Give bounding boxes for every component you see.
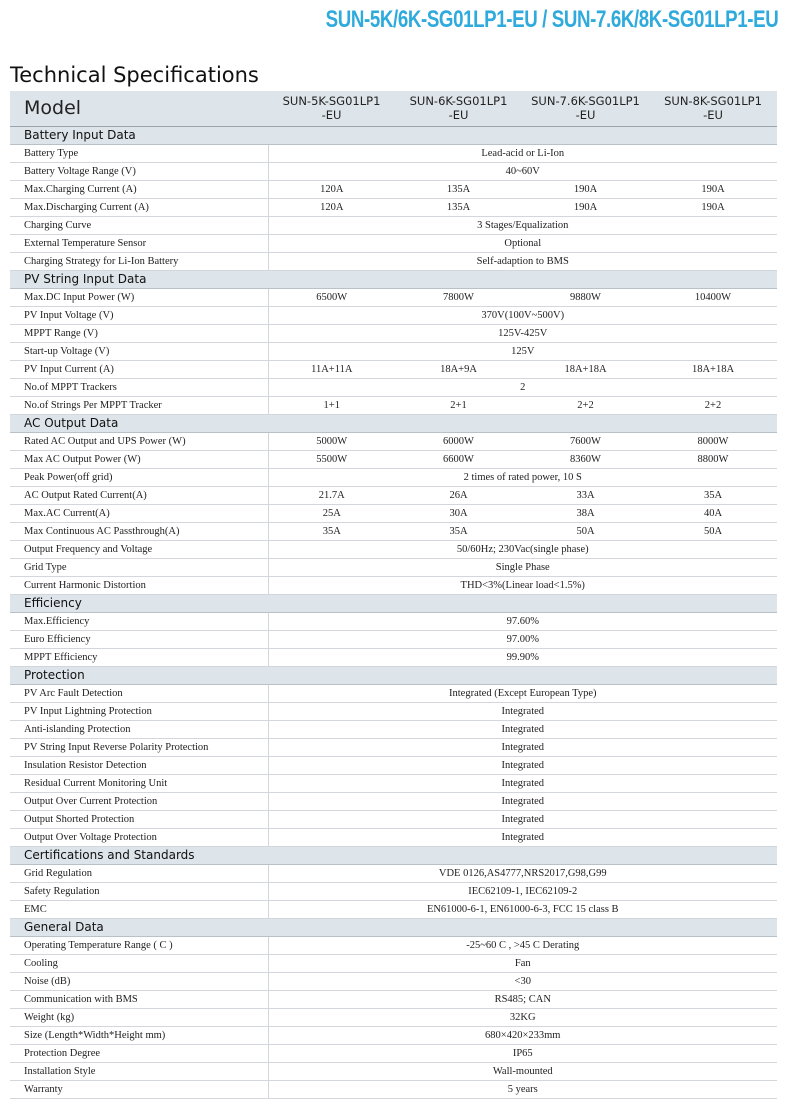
spec-row (10, 234, 777, 252)
spec-value: 3 Stages/Equalization (268, 216, 777, 234)
spec-value: THD<3%(Linear load<1.5%) (268, 576, 777, 594)
spec-row (10, 1008, 777, 1026)
spec-value: 2+2 (649, 396, 777, 414)
spec-value: 8000W (649, 432, 777, 450)
spec-value: 6600W (395, 450, 522, 468)
spec-group-header (10, 846, 777, 864)
spec-row (10, 360, 777, 378)
spec-value: Integrated (268, 756, 777, 774)
spec-row (10, 792, 777, 810)
spec-value: 5500W (268, 450, 395, 468)
spec-value: 99.90% (268, 648, 777, 666)
spec-label: MPPT Range (V) (10, 324, 268, 342)
spec-label: Cooling (10, 954, 268, 972)
spec-label: Output Over Current Protection (10, 792, 268, 810)
spec-row (10, 432, 777, 450)
spec-row (10, 774, 777, 792)
spec-label: Insulation Resistor Detection (10, 756, 268, 774)
spec-label: Output Over Voltage Protection (10, 828, 268, 846)
spec-value: Lead-acid or Li-Ion (268, 144, 777, 162)
spec-row (10, 738, 777, 756)
spec-value: 50A (522, 522, 649, 540)
spec-value: Integrated (268, 720, 777, 738)
model-name: SUN-8K-SG01LP1 -EU (649, 91, 777, 126)
spec-row (10, 990, 777, 1008)
spec-label: AC Output Rated Current(A) (10, 486, 268, 504)
spec-value: 97.60% (268, 612, 777, 630)
spec-value: 1+1 (268, 396, 395, 414)
spec-value: 2+2 (522, 396, 649, 414)
spec-row (10, 216, 777, 234)
spec-label: MPPT Efficiency (10, 648, 268, 666)
spec-label: Start-up Voltage (V) (10, 342, 268, 360)
spec-row (10, 810, 777, 828)
spec-value: 8360W (522, 450, 649, 468)
spec-group-title: Certifications and Standards (10, 846, 777, 864)
spec-row (10, 306, 777, 324)
spec-row (10, 630, 777, 648)
spec-group-title: Efficiency (10, 594, 777, 612)
spec-label: Euro Efficiency (10, 630, 268, 648)
spec-label: Charging Curve (10, 216, 268, 234)
spec-label: Protection Degree (10, 1044, 268, 1062)
spec-value: 680×420×233mm (268, 1026, 777, 1044)
spec-row (10, 1026, 777, 1044)
spec-group-header (10, 270, 777, 288)
spec-row (10, 576, 777, 594)
spec-label: Max Continuous AC Passthrough(A) (10, 522, 268, 540)
spec-value: 18A+9A (395, 360, 522, 378)
section-heading: Technical Specifications (10, 63, 259, 87)
spec-label: Output Shorted Protection (10, 810, 268, 828)
spec-row (10, 1044, 777, 1062)
spec-row (10, 198, 777, 216)
spec-value: Integrated (268, 702, 777, 720)
spec-value: 38A (522, 504, 649, 522)
spec-row (10, 684, 777, 702)
spec-row (10, 450, 777, 468)
spec-row (10, 252, 777, 270)
model-header-row (10, 91, 777, 126)
spec-row (10, 558, 777, 576)
spec-row (10, 144, 777, 162)
spec-value: 18A+18A (522, 360, 649, 378)
spec-value: EN61000-6-1, EN61000-6-3, FCC 15 class B (268, 900, 777, 918)
spec-row (10, 288, 777, 306)
spec-label: Max AC Output Power (W) (10, 450, 268, 468)
spec-label: Current Harmonic Distortion (10, 576, 268, 594)
spec-row (10, 648, 777, 666)
spec-row (10, 828, 777, 846)
spec-value: Single Phase (268, 558, 777, 576)
spec-row (10, 504, 777, 522)
spec-value: 50A (649, 522, 777, 540)
spec-label: Output Frequency and Voltage (10, 540, 268, 558)
spec-value: 7600W (522, 432, 649, 450)
spec-row (10, 180, 777, 198)
spec-label: Safety Regulation (10, 882, 268, 900)
spec-row (10, 396, 777, 414)
spec-value: VDE 0126,AS4777,NRS2017,G98,G99 (268, 864, 777, 882)
spec-label: PV Arc Fault Detection (10, 684, 268, 702)
spec-row (10, 342, 777, 360)
spec-label: External Temperature Sensor (10, 234, 268, 252)
spec-row (10, 612, 777, 630)
spec-value: 6000W (395, 432, 522, 450)
spec-value: 35A (268, 522, 395, 540)
spec-row (10, 900, 777, 918)
spec-value: 5 years (268, 1080, 777, 1098)
spec-table (10, 91, 777, 1099)
spec-value: 135A (395, 198, 522, 216)
spec-label: Max.AC Current(A) (10, 504, 268, 522)
spec-value: Self-adaption to BMS (268, 252, 777, 270)
spec-value: 30A (395, 504, 522, 522)
model-label: Model (10, 91, 268, 126)
spec-row (10, 756, 777, 774)
spec-row (10, 162, 777, 180)
spec-value: 190A (522, 198, 649, 216)
spec-value: 32KG (268, 1008, 777, 1026)
spec-label: Max.Discharging Current (A) (10, 198, 268, 216)
spec-value: IEC62109-1, IEC62109-2 (268, 882, 777, 900)
model-name: SUN-5K-SG01LP1 -EU (268, 91, 395, 126)
spec-value: Integrated (Except European Type) (268, 684, 777, 702)
spec-label: PV Input Voltage (V) (10, 306, 268, 324)
spec-row (10, 864, 777, 882)
spec-value: 18A+18A (649, 360, 777, 378)
spec-label: Noise (dB) (10, 972, 268, 990)
spec-row (10, 882, 777, 900)
spec-value: 125V-425V (268, 324, 777, 342)
spec-row (10, 468, 777, 486)
spec-value: 26A (395, 486, 522, 504)
spec-group-title: Battery Input Data (10, 126, 777, 144)
spec-label: Size (Length*Width*Height mm) (10, 1026, 268, 1044)
spec-value: 2 times of rated power, 10 S (268, 468, 777, 486)
spec-value: 5000W (268, 432, 395, 450)
spec-row (10, 378, 777, 396)
spec-value: IP65 (268, 1044, 777, 1062)
spec-value: 370V(100V~500V) (268, 306, 777, 324)
spec-label: PV String Input Reverse Polarity Protection (10, 738, 268, 756)
spec-value: 190A (522, 180, 649, 198)
document-header-title: SUN-5K/6K-SG01LP1-EU / SUN-7.6K/8K-SG01LP1-EU (325, 6, 778, 33)
spec-value: 25A (268, 504, 395, 522)
spec-value: 120A (268, 198, 395, 216)
spec-label: Residual Current Monitoring Unit (10, 774, 268, 792)
spec-label: Rated AC Output and UPS Power (W) (10, 432, 268, 450)
spec-group-title: Protection (10, 666, 777, 684)
model-name: SUN-7.6K-SG01LP1 -EU (522, 91, 649, 126)
spec-value: Fan (268, 954, 777, 972)
spec-label: Grid Regulation (10, 864, 268, 882)
spec-value: 190A (649, 180, 777, 198)
spec-label: Operating Temperature Range ( C ) (10, 936, 268, 954)
spec-group-header (10, 918, 777, 936)
spec-value: RS485; CAN (268, 990, 777, 1008)
spec-label: PV Input Current (A) (10, 360, 268, 378)
spec-row (10, 972, 777, 990)
spec-label: Charging Strategy for Li-Ion Battery (10, 252, 268, 270)
spec-row (10, 522, 777, 540)
spec-value: 40~60V (268, 162, 777, 180)
spec-value: 50/60Hz; 230Vac(single phase) (268, 540, 777, 558)
spec-value: 2+1 (395, 396, 522, 414)
spec-group-header (10, 666, 777, 684)
spec-label: Peak Power(off grid) (10, 468, 268, 486)
model-name: SUN-6K-SG01LP1 -EU (395, 91, 522, 126)
spec-value: -25~60 C , >45 C Derating (268, 936, 777, 954)
spec-value: 120A (268, 180, 395, 198)
spec-row (10, 486, 777, 504)
spec-row (10, 324, 777, 342)
spec-value: 21.7A (268, 486, 395, 504)
spec-value: Integrated (268, 828, 777, 846)
spec-value: 135A (395, 180, 522, 198)
spec-value: <30 (268, 972, 777, 990)
spec-value: 2 (268, 378, 777, 396)
spec-label: Anti-islanding Protection (10, 720, 268, 738)
spec-row (10, 1062, 777, 1080)
spec-label: Max.Charging Current (A) (10, 180, 268, 198)
spec-group-title: General Data (10, 918, 777, 936)
spec-value: Integrated (268, 810, 777, 828)
spec-value: Integrated (268, 792, 777, 810)
spec-value: 35A (649, 486, 777, 504)
spec-row (10, 954, 777, 972)
spec-value: Optional (268, 234, 777, 252)
spec-value: 11A+11A (268, 360, 395, 378)
spec-group-header (10, 126, 777, 144)
spec-row (10, 720, 777, 738)
spec-value: Integrated (268, 738, 777, 756)
spec-value: 8800W (649, 450, 777, 468)
spec-group-header (10, 594, 777, 612)
spec-value: 97.00% (268, 630, 777, 648)
spec-value: Integrated (268, 774, 777, 792)
spec-row (10, 936, 777, 954)
spec-row (10, 702, 777, 720)
spec-label: PV Input Lightning Protection (10, 702, 268, 720)
spec-value: 10400W (649, 288, 777, 306)
spec-value: 35A (395, 522, 522, 540)
spec-label: Communication with BMS (10, 990, 268, 1008)
spec-value: 190A (649, 198, 777, 216)
spec-label: No.of MPPT Trackers (10, 378, 268, 396)
spec-label: Battery Type (10, 144, 268, 162)
spec-group-header (10, 414, 777, 432)
spec-value: 9880W (522, 288, 649, 306)
spec-label: Installation Style (10, 1062, 268, 1080)
spec-value: 6500W (268, 288, 395, 306)
spec-value: 40A (649, 504, 777, 522)
spec-value: 33A (522, 486, 649, 504)
spec-value: 7800W (395, 288, 522, 306)
spec-label: Warranty (10, 1080, 268, 1098)
spec-row (10, 1080, 777, 1098)
spec-label: Grid Type (10, 558, 268, 576)
spec-label: No.of Strings Per MPPT Tracker (10, 396, 268, 414)
spec-label: Weight (kg) (10, 1008, 268, 1026)
spec-label: Battery Voltage Range (V) (10, 162, 268, 180)
spec-label: EMC (10, 900, 268, 918)
spec-value: Wall-mounted (268, 1062, 777, 1080)
spec-value: 125V (268, 342, 777, 360)
spec-group-title: AC Output Data (10, 414, 777, 432)
spec-group-title: PV String Input Data (10, 270, 777, 288)
spec-label: Max.DC Input Power (W) (10, 288, 268, 306)
spec-label: Max.Efficiency (10, 612, 268, 630)
spec-row (10, 540, 777, 558)
